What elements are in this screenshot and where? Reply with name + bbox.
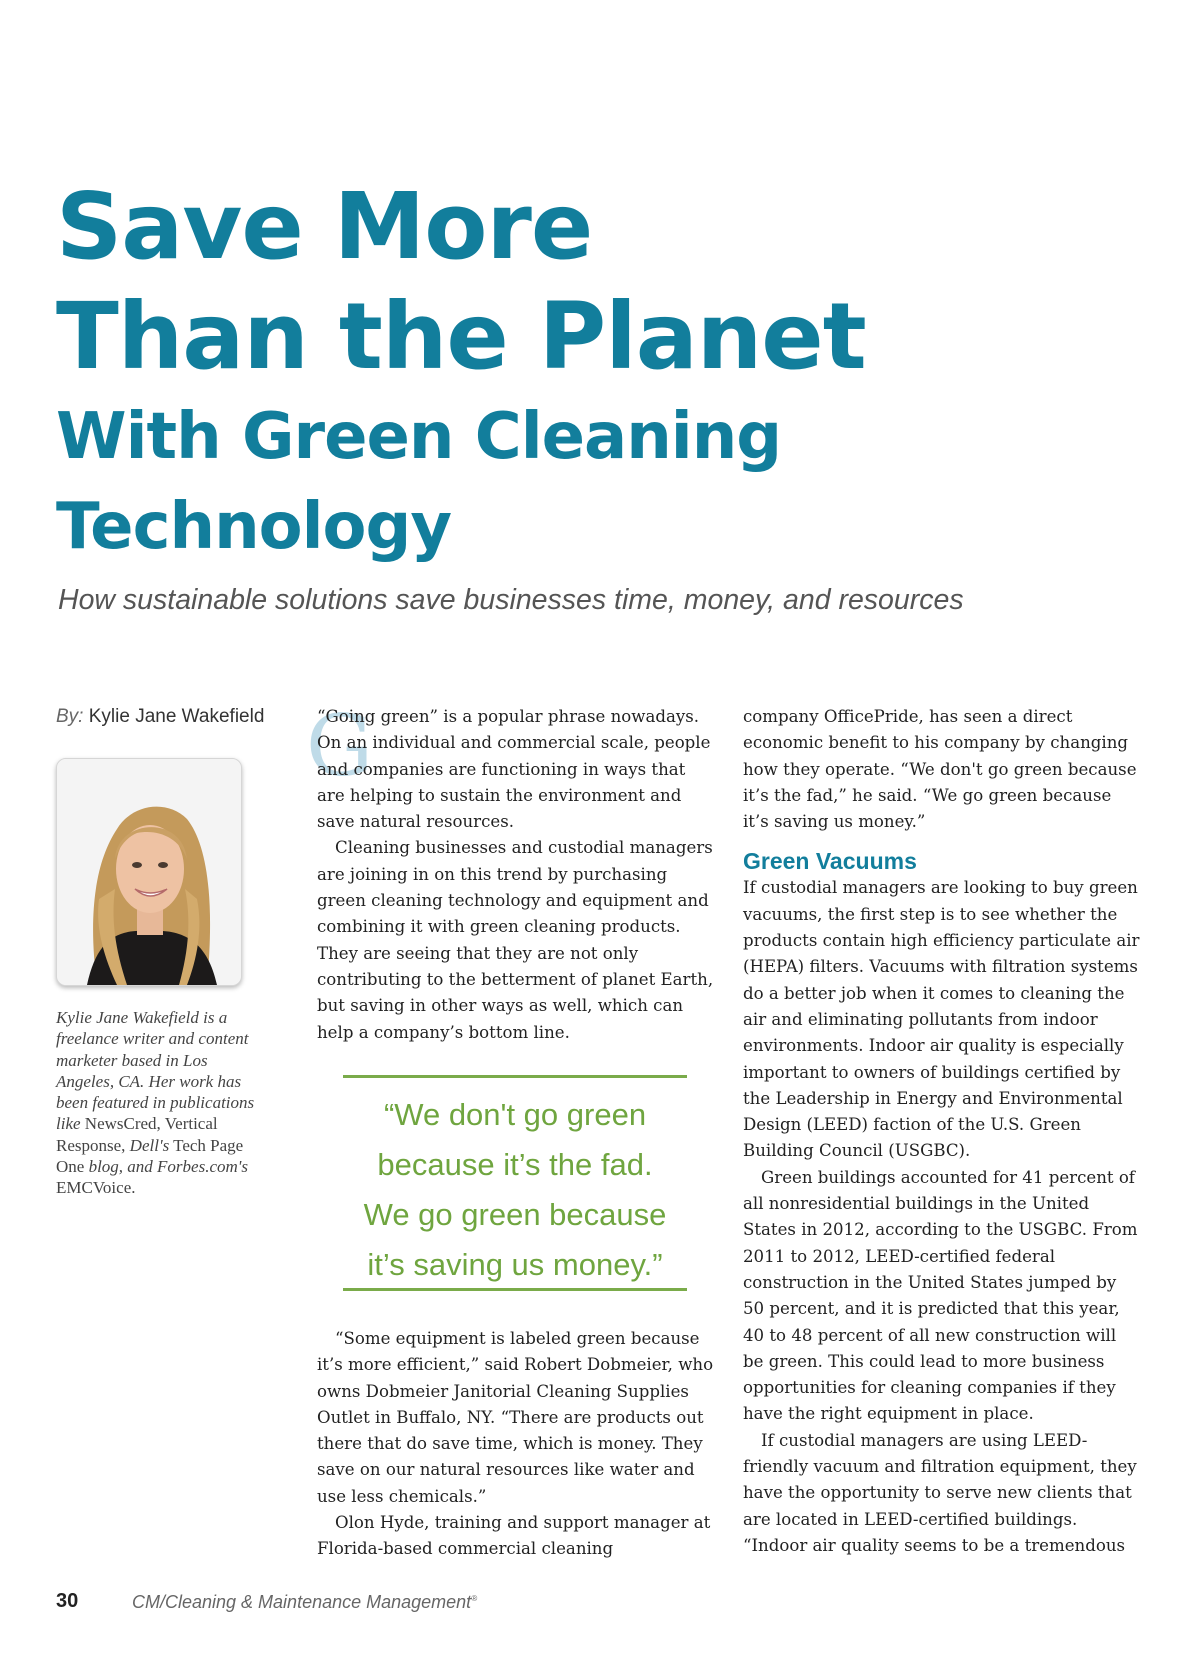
paragraph: If custodial managers are using LEED-friendly vacuum and filtration equipment, they have the opportunity to serve new clients that are located in LEED-certified buildings. “Indoor air quality seems to be a tremendous <box>743 1430 1137 1555</box>
bio-text-5: blog, and Forbes.com's <box>88 1157 249 1177</box>
bio-text-4: Tech Page One <box>56 1135 244 1177</box>
column-2-top <box>317 704 717 1046</box>
publication-name <box>132 1592 477 1613</box>
byline <box>56 706 264 728</box>
author-portrait-image <box>57 759 241 985</box>
article-title <box>56 172 956 572</box>
author-bio <box>56 1007 266 1199</box>
pull-quote-line-1: “We don't go green <box>383 1097 647 1132</box>
registered-mark: ® <box>471 1594 478 1603</box>
bio-text-6: EMCVoice. <box>56 1178 136 1198</box>
paragraph: Cleaning businesses and custodial managers are joining in on this trend by purchasing green cleaning technology and equipment and combining it with green cleaning products. They are seeing that they are not only contributing to the betterment of planet Earth, but saving in other ways as well, which can help a company’s bottom line. <box>317 838 714 1042</box>
byline-author: Kylie Jane Wakefield <box>88 706 265 727</box>
title-line-1: Save More <box>56 173 593 280</box>
section-heading: Green Vacuums <box>743 848 917 875</box>
paragraph: If custodial managers are looking to buy green vacuums, the first step is to see whether the products contain high efficiency particulate air (HEPA) filters. Vacuums with filtration systems do a better job when it comes to cleaning the air and eliminating pollutants from indoor environments. Indoor air quality is especially important to owners of buildings certified by the Leadership in Energy and Environmental Design (LEED) faction of the U.S. Green Building Council (USGBC). <box>743 878 1140 1161</box>
pull-quote <box>343 1075 687 1291</box>
pull-quote-line-3: We go green because <box>363 1197 667 1232</box>
title-line-2: Than the Planet <box>56 283 866 390</box>
column-3 <box>743 704 1141 1559</box>
pull-quote-line-4: it’s saving us money.” <box>367 1247 663 1282</box>
paragraph: “Going green” is a popular phrase nowadays. On an individual and commercial scale, people and companies are functioning in ways that are helping to sustain the environment and save natural resources. <box>317 707 711 832</box>
column-2-bottom <box>317 1326 717 1563</box>
drop-cap: G <box>306 697 374 795</box>
paragraph: “Some equipment is labeled green because it’s more efficient,” said Robert Dobmeier, who owns Dobmeier Janitorial Cleaning Supplies Outlet in Buffalo, NY. “There are products out there that do save time, which is money. They save on our natural resources like water and use less chemicals.” <box>317 1329 714 1506</box>
paragraph: company OfficePride, has seen a direct economic benefit to his company by changing how they operate. “We don't go green because it’s the fad,” he said. “We go green because it’s saving us money.” <box>743 707 1137 832</box>
article-subtitle: How sustainable solutions save businesses time, money, and resources <box>58 584 964 616</box>
title-line-3: With Green Cleaning <box>56 400 782 474</box>
pull-quote-line-2: because it’s the fad. <box>377 1147 653 1182</box>
author-photo <box>56 758 242 986</box>
bio-text-2: NewsCred, Vertical Response, <box>56 1114 218 1155</box>
bio-text-1: Kylie Jane Wakefield is a freelance writer and content marketer based in Los Angeles, CA. Her work has been featured in publications like <box>56 1008 255 1134</box>
publication-title: CM/Cleaning & Maintenance Management <box>132 1592 472 1612</box>
bio-text-3: Dell's <box>129 1135 170 1155</box>
byline-prefix: By: <box>56 706 84 727</box>
paragraph: Olon Hyde, training and support manager at Florida-based commercial cleaning <box>317 1513 711 1559</box>
page-number: 30 <box>56 1590 79 1612</box>
title-line-4: Technology <box>56 490 452 564</box>
paragraph: Green buildings accounted for 41 percent of all nonresidential buildings in the United States in 2012, according to the USGBC. From 2011 to 2012, LEED-certified federal construction in the United States jumped by 50 percent, and it is predicted that this year, 40 to 48 percent of all new construction will be green. This could lead to more business opportunities for cleaning companies if they have the right equipment in place. <box>743 1167 1138 1424</box>
